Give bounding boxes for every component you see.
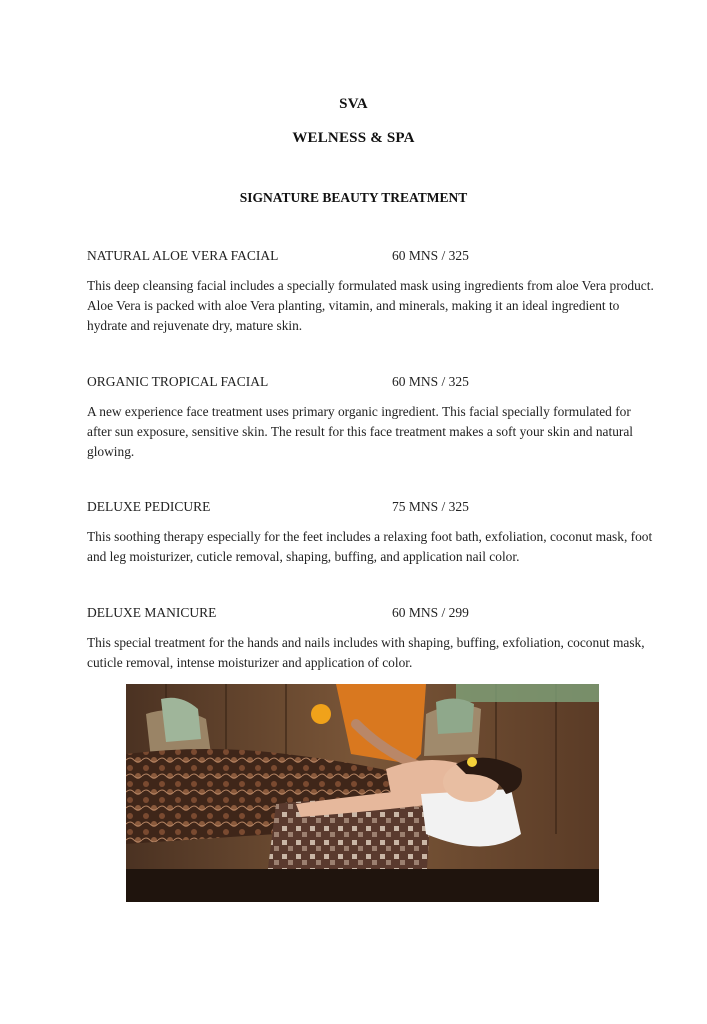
treatment-name: DELUXE PEDICURE <box>87 499 211 514</box>
treatment-name: DELUXE MANICURE <box>87 605 217 620</box>
massage-illustration <box>126 684 599 902</box>
treatment-price: 60 MNS / 325 <box>392 374 469 389</box>
treatment-header <box>87 374 657 394</box>
treatment-price: 60 MNS / 299 <box>392 605 469 620</box>
floor-shadow <box>126 869 599 902</box>
treatment-description: A new experience face treatment uses primary organic ingredient. This facial specially formulated for after sun exposure, sensitive skin. The result for this face treatment makes a soft your skin and natural glowing. <box>87 404 634 459</box>
treatment-header <box>87 605 657 625</box>
brand-name: SVA <box>339 96 368 112</box>
section-heading: SIGNATURE BEAUTY TREATMENT <box>239 190 468 205</box>
treatment-name: NATURAL ALOE VERA FACIAL <box>87 248 279 263</box>
treatment-header <box>87 248 657 268</box>
treatment-name: ORGANIC TROPICAL FACIAL <box>87 374 269 389</box>
treatment-description: This soothing therapy especially for the feet includes a relaxing foot bath, exfoliation, coconut mask, foot and leg moisturizer, cuticle removal, shaping, buffing, and application nail color. <box>87 529 653 564</box>
treatment-item <box>87 499 657 567</box>
flower-bowl <box>311 704 331 724</box>
treatment-item <box>87 374 657 462</box>
treatment-item <box>87 605 657 673</box>
treatment-description: This deep cleansing facial includes a specially formulated mask using ingredients from aloe Vera product. Aloe Vera is packed with aloe Vera planting, vitamin, and minerals, making it an ideal ingredient to hydrate and rejuvenate dry, mature skin. <box>87 278 654 333</box>
garden-greenery <box>456 684 599 702</box>
cushion-right <box>436 698 474 734</box>
brand-subtitle: WELNESS & SPA <box>292 130 415 146</box>
hair-flower <box>467 757 477 767</box>
treatment-price: 75 MNS / 325 <box>392 499 469 514</box>
treatment-item <box>87 248 657 336</box>
treatment-description: This special treatment for the hands and nails includes with shaping, buffing, exfoliation, coconut mask, cuticle removal, intense moisturizer and application of color. <box>87 635 645 670</box>
spa-massage-photo <box>126 684 599 902</box>
treatment-price: 60 MNS / 325 <box>392 248 469 263</box>
treatment-header <box>87 499 657 519</box>
